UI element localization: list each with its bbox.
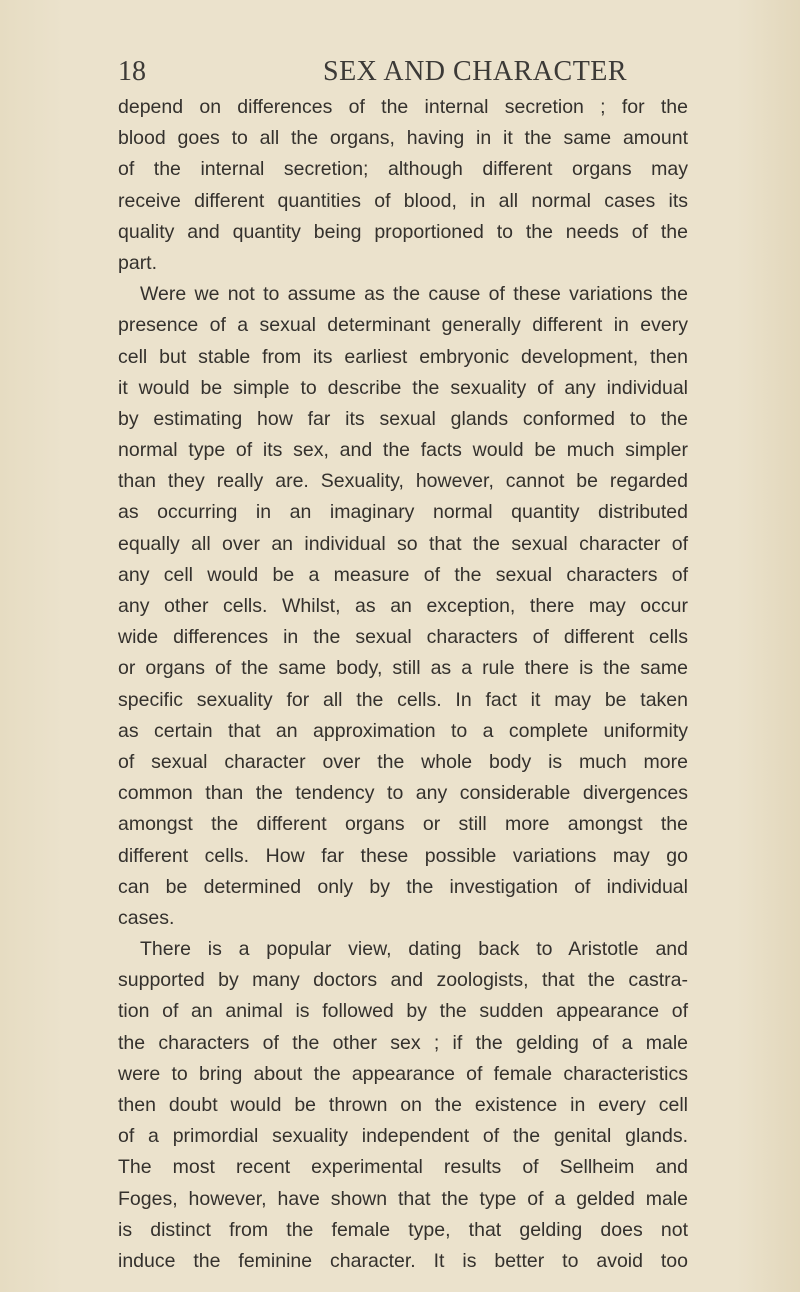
page-header <box>118 52 688 92</box>
text-line: any other cells. Whilst, as an exception, there may occur <box>118 595 688 617</box>
body-text <box>118 92 688 1277</box>
text-line: tion of an animal is followed by the sudden appearance of <box>118 1000 688 1023</box>
text-line: as certain that an approximation to a complete uniformity <box>118 719 688 742</box>
paragraph-start-line: There is a popular view, dating back to Aristotle and <box>140 938 688 961</box>
text-line: quality and quantity being proportioned to the needs of the <box>118 220 688 243</box>
text-line: different cells. How far these possible variations may go <box>118 844 688 867</box>
paragraph-start-line: Were we not to assume as the cause of these variations the <box>140 283 688 306</box>
text-line: it would be simple to describe the sexuality of any individual <box>118 376 688 399</box>
text-line: Foges, however, have shown that the type of a gelded male <box>118 1187 688 1210</box>
text-line: cell but stable from its earliest embryonic development, then <box>118 345 688 368</box>
text-line: then doubt would be thrown on the existence in every cell <box>118 1094 688 1116</box>
text-line: The most recent experimental results of Sellheim and <box>118 1156 688 1179</box>
text-line: than they really are. Sexuality, however, cannot be regarded <box>118 470 688 493</box>
text-line: blood goes to all the organs, having in it the same amount <box>118 127 688 150</box>
text-line: supported by many doctors and zoologists, that the castra- <box>118 969 688 992</box>
text-line: cases. <box>118 906 175 929</box>
text-line: equally all over an individual so that the sexual character of <box>118 532 688 555</box>
text-line: of sexual character over the whole body is much more <box>118 750 688 773</box>
text-line: can be determined only by the investigation of individual <box>118 875 688 898</box>
text-line: any cell would be a measure of the sexual characters of <box>118 563 688 586</box>
text-line: were to bring about the appearance of female characteristics <box>118 1062 688 1085</box>
text-line: specific sexuality for all the cells. In fact it may be taken <box>118 688 688 711</box>
text-line: amongst the different organs or still more amongst the <box>118 813 688 836</box>
page-number: 18 <box>118 56 146 87</box>
text-line: the characters of the other sex ; if the gelding of a male <box>118 1031 688 1054</box>
text-line: common than the tendency to any considerable divergences <box>118 782 688 805</box>
running-title: SEX AND CHARACTER <box>323 56 628 87</box>
text-line: of the internal secretion; although different organs may <box>118 158 688 181</box>
text-line: by estimating how far its sexual glands conformed to the <box>118 407 688 430</box>
text-line: is distinct from the female type, that gelding does not <box>118 1218 688 1241</box>
text-line: induce the feminine character. It is better to avoid too <box>118 1249 688 1272</box>
text-line: wide differences in the sexual characters of different cells <box>118 626 688 649</box>
text-line: presence of a sexual determinant generally different in every <box>118 314 688 337</box>
text-line: receive different quantities of blood, in all normal cases its <box>118 189 688 212</box>
text-line: normal type of its sex, and the facts would be much simpler <box>118 439 688 462</box>
text-line: of a primordial sexuality independent of the genital glands. <box>118 1125 688 1148</box>
text-line: as occurring in an imaginary normal quantity distributed <box>118 501 688 524</box>
text-line: part. <box>118 251 158 274</box>
text-line: or organs of the same body, still as a rule there is the same <box>118 657 688 680</box>
text-line: depend on differences of the internal secretion ; for the <box>118 96 688 118</box>
